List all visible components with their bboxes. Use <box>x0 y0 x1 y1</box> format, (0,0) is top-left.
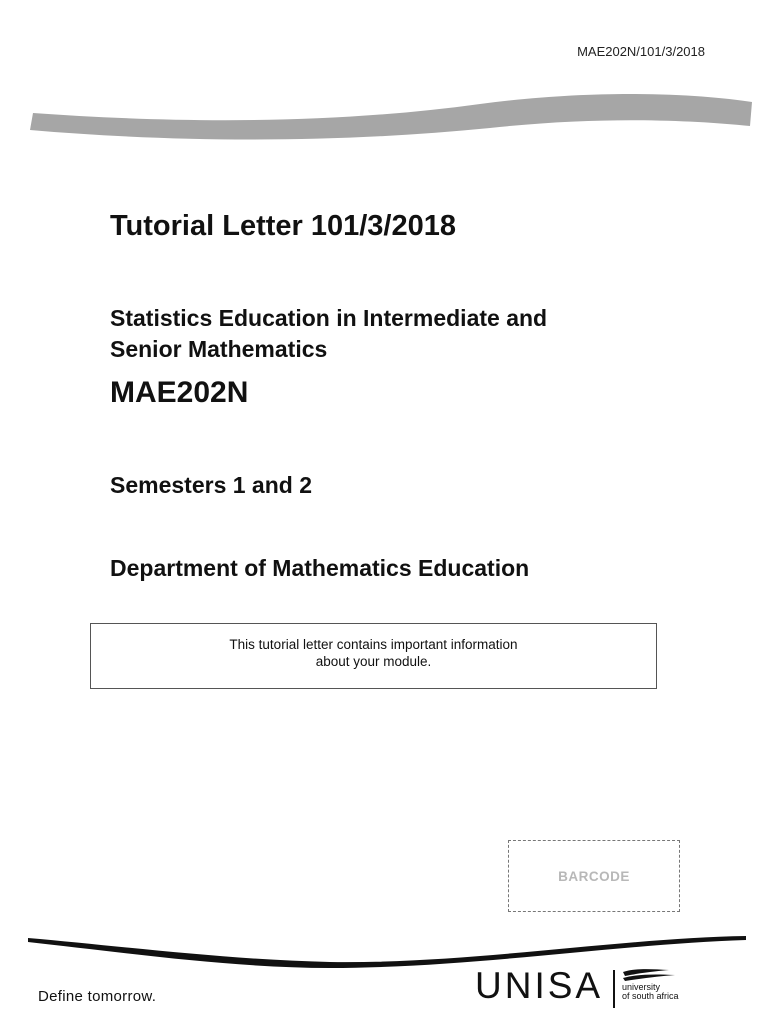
unisa-logo <box>475 966 695 1010</box>
module-subject-line1: Statistics Education in Intermediate and <box>110 305 548 331</box>
barcode-placeholder <box>508 840 680 912</box>
bottom-swoosh-decoration <box>0 920 770 970</box>
logo-wordmark: UNISA <box>475 965 604 1006</box>
module-subject-line2: Senior Mathematics <box>110 336 328 362</box>
notice-box <box>90 623 657 689</box>
tagline: Define tomorrow. <box>38 988 157 1005</box>
module-code: MAE202N <box>110 376 249 409</box>
module-subject <box>110 303 670 365</box>
logo-sub-line1: university <box>622 982 661 992</box>
notice-line2: about your module. <box>315 654 432 669</box>
notice-text <box>194 636 554 670</box>
department-name: Department of Mathematics Education <box>110 555 530 581</box>
top-swoosh-decoration <box>0 80 770 150</box>
notice-line1: This tutorial letter contains important information <box>229 637 518 652</box>
logo-subtitle <box>622 983 679 1001</box>
page-title: Tutorial Letter 101/3/2018 <box>110 210 457 242</box>
barcode-label: BARCODE <box>558 868 630 884</box>
logo-divider <box>613 970 615 1008</box>
logo-sub-line2: of south africa <box>622 991 679 1001</box>
semester-info: Semesters 1 and 2 <box>110 472 313 498</box>
document-code: MAE202N/101/3/2018 <box>577 44 705 59</box>
